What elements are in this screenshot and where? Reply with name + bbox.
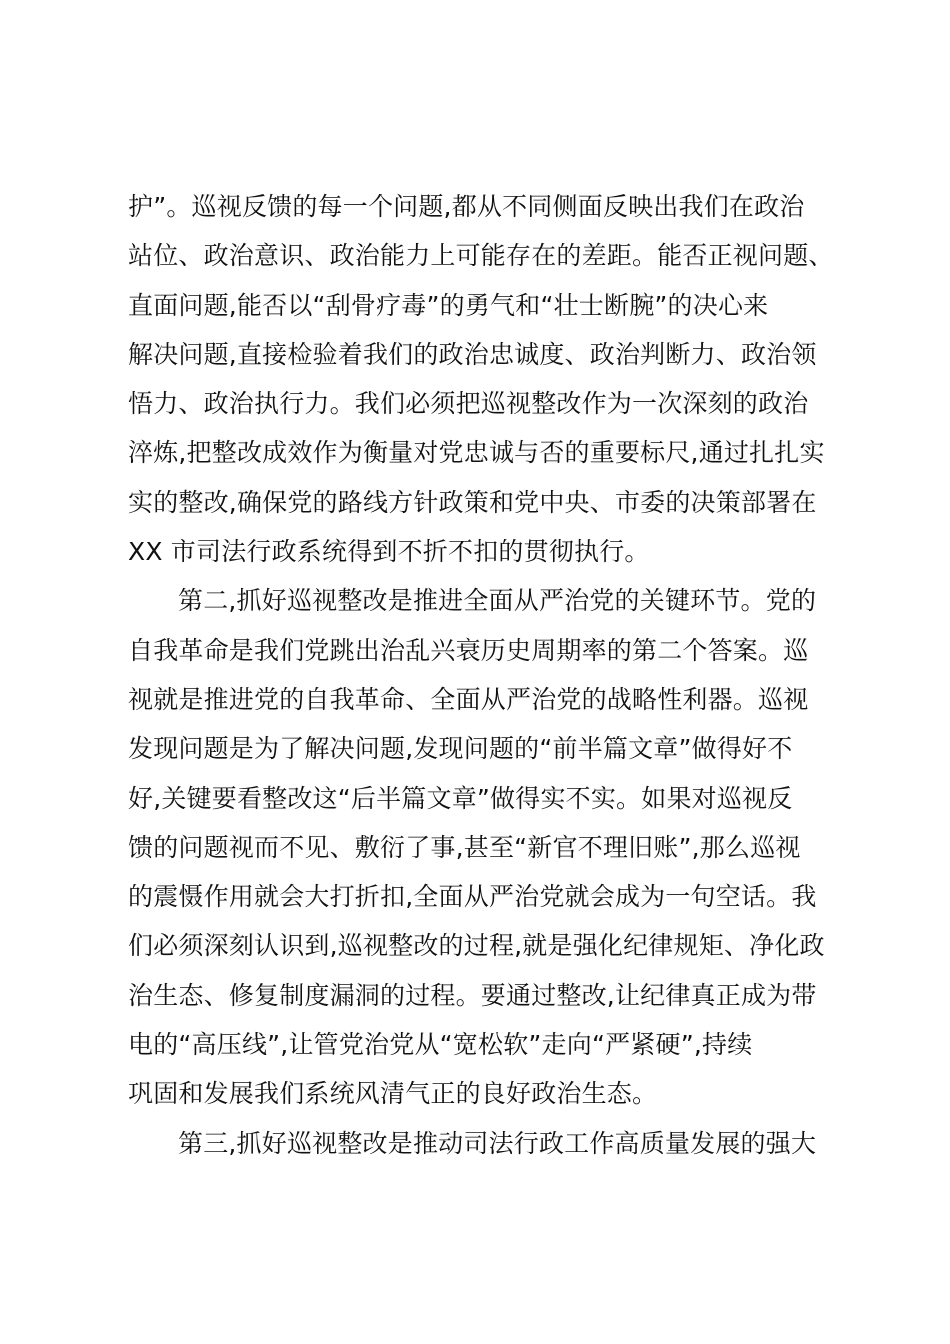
text-line: 们必须深刻认识到,巡视整改的过程,就是强化纪律规矩、净化政 <box>128 931 825 961</box>
text-line: 淬炼,把整改成效作为衡量对党忠诚与否的重要标尺,通过扎扎实 <box>128 438 825 468</box>
text-line: 发现问题是为了解决问题,发现问题的“前半篇文章”做得好不 <box>128 734 793 764</box>
text-line: 站位、政治意识、政治能力上可能存在的差距。能否正视问题、 <box>128 241 834 271</box>
text-line: 实的整改,确保党的路线方针政策和党中央、市委的决策部署在 <box>128 487 817 517</box>
paragraph-start-line: 第三,抓好巡视整改是推动司法行政工作高质量发展的强大 <box>178 1128 817 1158</box>
text-line: 悟力、政治执行力。我们必须把巡视整改作为一次深刻的政治 <box>128 389 809 419</box>
text-line: 馈的问题视而不见、敷衍了事,甚至“新官不理旧账”,那么巡视 <box>128 832 801 862</box>
body-text <box>128 182 848 1168</box>
text-line: 好,关键要看整改这“后半篇文章”做得实不实。如果对巡视反 <box>128 783 793 813</box>
text-line: 自我革命是我们党跳出治乱兴衰历史周期率的第二个答案。巡 <box>128 635 809 665</box>
text-line: 电的“高压线”,让管党治党从“宽松软”走向“严紧硬”,持续 <box>128 1030 753 1060</box>
text-line: 护”。巡视反馈的每一个问题,都从不同侧面反映出我们在政治 <box>128 192 805 221</box>
text-line: 直面问题,能否以“刮骨疗毒”的勇气和“壮士断腕”的决心来 <box>128 290 769 320</box>
text-line: 治生态、修复制度漏洞的过程。要通过整改,让纪律真正成为带 <box>128 980 817 1010</box>
text-line: 视就是推进党的自我革命、全面从严治党的战略性利器。巡视 <box>128 684 809 714</box>
text-line: 的震慑作用就会大打折扣,全面从严治党就会成为一句空话。我 <box>128 882 817 912</box>
text-line: 巩固和发展我们系统风清气正的良好政治生态。 <box>128 1079 658 1109</box>
text-line: 解决问题,直接检验着我们的政治忠诚度、政治判断力、政治领 <box>128 339 817 369</box>
paragraph-start-line: 第二,抓好巡视整改是推进全面从严治党的关键环节。党的 <box>178 586 817 616</box>
text-line: XX 市司法行政系统得到不折不扣的贯彻执行。 <box>128 537 650 567</box>
